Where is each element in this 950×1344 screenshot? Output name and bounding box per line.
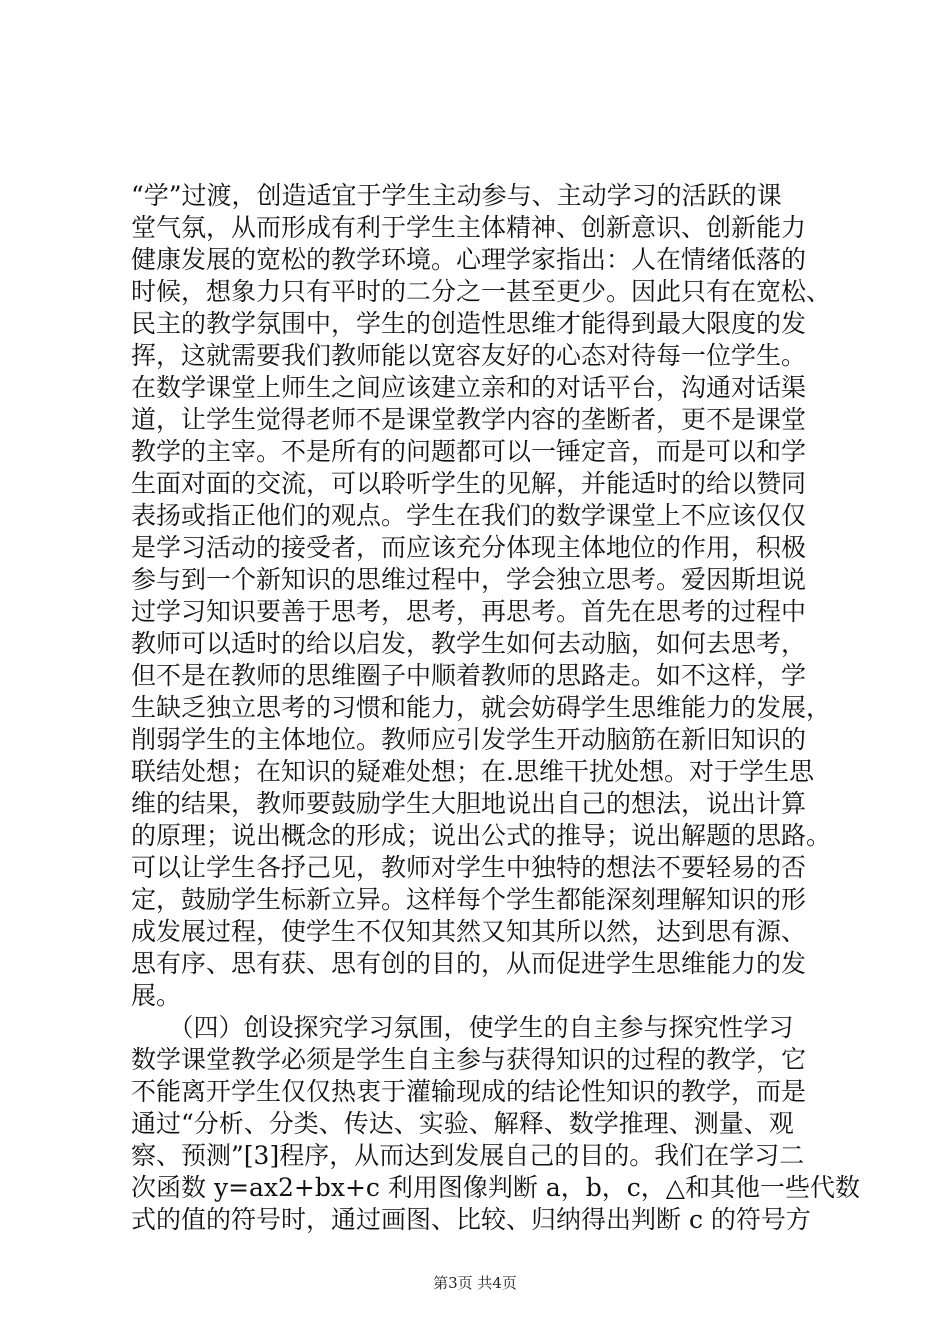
text-line: 是学习活动的接受者，而应该充分体现主体地位的作用，积极 [131,533,807,562]
text-line: 堂气氛，从而形成有利于学生主体精神、创新意识、创新能力 [131,213,807,242]
text-line: 民主的教学氛围中，学生的创造性思维才能得到最大限度的发 [131,309,807,338]
text-line: 在数学课堂上师生之间应该建立亲和的对话平台，沟通对话渠 [131,373,807,402]
text-line: 过学习知识要善于思考，思考，再思考。首先在思考的过程中 [131,597,807,626]
text-line: 定，鼓励学生标新立异。这样每个学生都能深刻理解知识的形 [131,885,807,914]
text-line: 联结处想；在知识的疑难处想；在.思维干扰处想。对于学生思 [131,757,814,786]
text-line: 式的值的符号时，通过画图、比较、归纳得出判断 c 的符号方 [131,1205,811,1234]
text-line: 成发展过程，使学生不仅知其然又知其所以然，达到思有源、 [131,917,807,946]
text-line: 可以让学生各抒己见，教师对学生中独特的想法不要轻易的否 [131,853,807,882]
text-line: 教师可以适时的给以启发，教学生如何去动脑，如何去思考， [131,629,807,658]
text-line: 生面对面的交流，可以聆听学生的见解，并能适时的给以赞同 [131,469,807,498]
section-heading-line: （四）创设探究学习氛围，使学生的自主参与探究性学习 [131,1013,794,1042]
text-line: 察、预测”[3]程序，从而达到发展自己的目的。我们在学习二 [131,1141,805,1170]
text-line: 思有序、思有获、思有创的目的，从而促进学生思维能力的发 [131,949,807,978]
text-line: 道，让学生觉得老师不是课堂教学内容的垄断者，更不是课堂 [131,405,807,434]
text-line: 展。 [131,981,182,1010]
text-line: 健康发展的宽松的教学环境。心理学家指出：人在情绪低落的 [131,245,807,274]
text-line: 削弱学生的主体地位。教师应引发学生开动脑筋在新旧知识的 [131,725,807,754]
text-line: 数学课堂教学必须是学生自主参与获得知识的过程的教学，它 [131,1045,807,1074]
text-line: 维的结果，教师要鼓励学生大胆地说出自己的想法，说出计算 [131,789,807,818]
document-body [131,180,860,1236]
text-line: “学”过渡，创造适宜于学生主动参与、主动学习的活跃的课 [131,181,782,210]
text-line: 生缺乏独立思考的习惯和能力，就会妨碍学生思维能力的发展， [131,693,832,722]
text-line: 教学的主宰。不是所有的问题都可以一锤定音，而是可以和学 [131,437,807,466]
text-line: 参与到一个新知识的思维过程中，学会独立思考。爱因斯坦说 [131,565,807,594]
text-line: 不能离开学生仅仅热衷于灌输现成的结论性知识的教学，而是 [131,1077,807,1106]
text-line: 表扬或指正他们的观点。学生在我们的数学课堂上不应该仅仅 [131,501,807,530]
text-line: 时候，想象力只有平时的二分之一甚至更少。因此只有在宽松、 [131,277,832,306]
page-number-footer: 第3页 共4页 [433,1274,517,1292]
text-line: 但不是在教师的思维圈子中顺着教师的思路走。如不这样，学 [131,661,807,690]
text-line: 的原理；说出概念的形成；说出公式的推导；说出解题的思路。 [131,821,832,850]
text-line: 挥，这就需要我们教师能以宽容友好的心态对待每一位学生。 [131,341,807,370]
text-line: 通过“分析、分类、传达、实验、解释、数学推理、测量、观 [131,1109,794,1138]
text-line: 次函数 y=ax2+bx+c 利用图像判断 a，b，c，△和其他一些代数 [131,1173,860,1202]
